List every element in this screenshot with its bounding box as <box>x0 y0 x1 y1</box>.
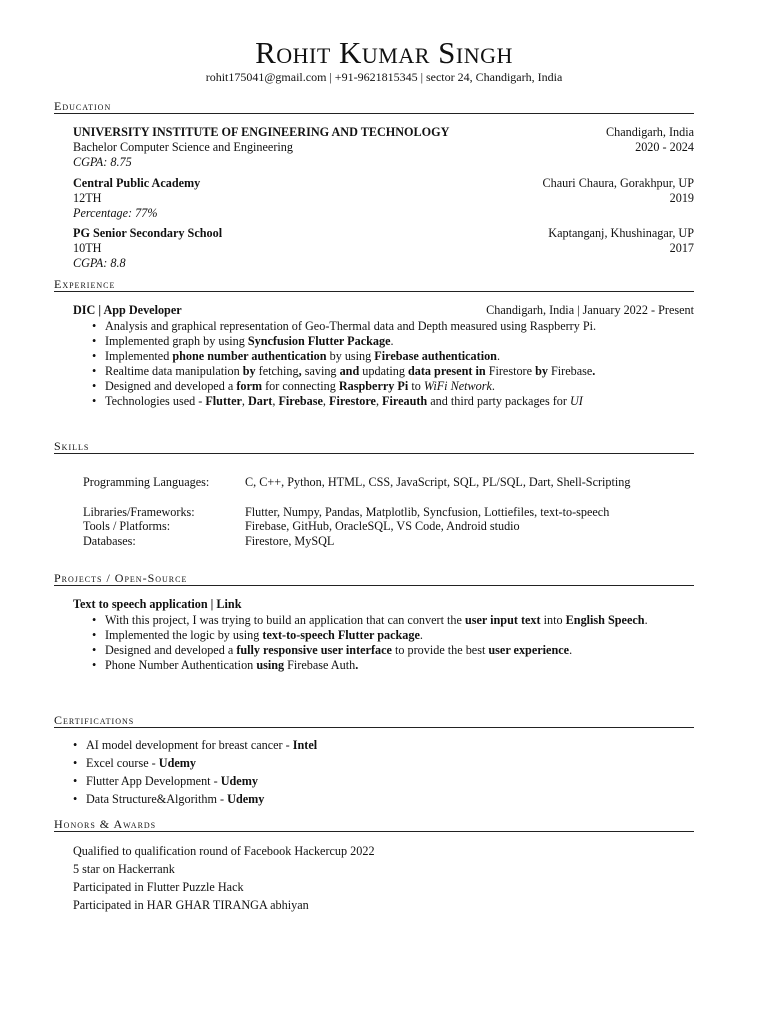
bullet-item <box>92 628 692 643</box>
bullet-text: Designed and developed a <box>105 643 237 657</box>
school-location: Chandigarh, India <box>606 125 694 139</box>
school-location: Chauri Chaura, Gorakhpur, UP <box>542 176 694 190</box>
school-name: PG Senior Secondary School <box>73 226 223 240</box>
section-title-honors: Honors & Awards <box>54 817 157 831</box>
project-bullets <box>92 613 692 673</box>
bullet-text: , <box>272 394 279 408</box>
skill-value: Firebase, GitHub, OracleSQL, VS Code, Android studio <box>245 519 520 533</box>
bullet-text: Implemented <box>105 349 173 363</box>
job-role: DIC | App Developer <box>73 303 182 317</box>
degree: Bachelor Computer Science and Engineering <box>73 140 293 154</box>
bullet-item <box>92 658 692 673</box>
bullet-item <box>92 643 692 658</box>
section-title-skills: Skills <box>54 439 90 453</box>
section-rule <box>54 727 694 728</box>
bullet-item <box>92 613 692 628</box>
score: CGPA: 8.75 <box>73 155 132 169</box>
bullet-item <box>92 334 692 349</box>
bullet-text: and third party packages for <box>427 394 570 408</box>
bullet-item <box>73 738 673 753</box>
dates: 2019 <box>669 191 694 205</box>
bullet-text: to <box>408 379 424 393</box>
dates: 2020 - 2024 <box>635 140 694 154</box>
honor-item: Participated in HAR GHAR TIRANGA abhiyan <box>73 898 309 912</box>
bullet-text: Udemy <box>220 774 258 788</box>
bullet-text: . <box>496 349 501 363</box>
bullet-text: Implemented the logic by using <box>105 628 263 642</box>
bullet-text: Firebase <box>550 364 593 378</box>
bullet-text: English Speech <box>565 613 645 627</box>
bullet-text: With this project, I was trying to build an application that can convert the <box>105 613 465 627</box>
certifications-list <box>73 738 673 810</box>
skill-label: Databases: <box>83 534 136 548</box>
bullet-text: Firestore <box>488 364 533 378</box>
skill-value: Flutter, Numpy, Pandas, Matplotlib, Syncfusion, Lottiefiles, text-to-speech <box>245 505 610 519</box>
skill-label: Libraries/Frameworks: <box>83 505 195 519</box>
bullet-text: . <box>355 658 359 672</box>
bullet-text: Firebase authentication <box>374 349 497 363</box>
bullet-text: user input text <box>464 613 541 627</box>
bullet-text: Flutter App Development - <box>86 774 221 788</box>
bullet-text: Designed and developed a <box>105 379 237 393</box>
section-rule <box>54 831 694 832</box>
bullet-text: Intel <box>292 738 318 752</box>
bullet-text: UI <box>570 394 583 408</box>
bullet-text: Flutter <box>205 394 242 408</box>
bullet-text: WiFi Network <box>423 379 492 393</box>
bullet-text: into <box>540 613 566 627</box>
bullet-text: updating <box>362 364 405 378</box>
degree: 12TH <box>73 191 102 205</box>
bullet-text: form <box>236 379 263 393</box>
bullet-text: Syncfusion Flutter Package <box>247 334 391 348</box>
bullet-text: to provide the best <box>391 643 489 657</box>
bullet-text: Firebase <box>278 394 323 408</box>
bullet-text: Raspberry Pi <box>338 379 409 393</box>
bullet-text: . <box>592 364 596 378</box>
skill-label: Programming Languages: <box>83 475 210 489</box>
bullet-text: Data Structure&Algorithm - <box>86 792 228 806</box>
bullet-text: . <box>491 379 495 393</box>
resume-name: Rohit Kumar Singh <box>255 35 513 70</box>
section-title-projects: Projects / Open-Source <box>54 571 188 585</box>
bullet-text: Phone Number Authentication <box>105 658 254 672</box>
skill-value: C, C++, Python, HTML, CSS, JavaScript, SQL, PL/SQL, Dart, Shell-Scripting <box>245 475 631 489</box>
bullet-text: , <box>241 394 248 408</box>
bullet-text: user experience <box>488 643 570 657</box>
bullet-text: fetching <box>258 364 299 378</box>
bullet-item <box>73 774 673 789</box>
bullet-text: AI model development for breast cancer - <box>86 738 293 752</box>
bullet-text: Technologies used - <box>105 394 206 408</box>
bullet-item <box>92 319 692 334</box>
bullet-text: . <box>390 334 394 348</box>
bullet-text: using <box>253 658 288 672</box>
bullet-text: Implemented graph by using <box>105 334 248 348</box>
section-title-experience: Experience <box>54 277 116 291</box>
bullet-text: for connecting <box>262 379 339 393</box>
section-rule <box>54 453 694 454</box>
bullet-text: Analysis and graphical representation of Geo-Thermal data and Depth measured using Raspberry Pi. <box>105 319 597 333</box>
bullet-text: . <box>419 628 423 642</box>
skill-label: Tools / Platforms: <box>83 519 171 533</box>
bullet-text: by <box>532 364 551 378</box>
section-title-certifications: Certifications <box>54 713 135 727</box>
section-rule <box>54 291 694 292</box>
job-meta: Chandigarh, India | January 2022 - Present <box>486 303 694 317</box>
bullet-text: fully responsive user interface <box>236 643 392 657</box>
honor-item: Participated in Flutter Puzzle Hack <box>73 880 244 894</box>
bullet-item <box>92 394 692 409</box>
school-name: UNIVERSITY INSTITUTE OF ENGINEERING AND TECHNOLOGY <box>73 125 450 139</box>
bullet-text: . <box>569 643 573 657</box>
honor-item: 5 star on Hackerrank <box>73 862 175 876</box>
bullet-text: and <box>336 364 363 378</box>
bullet-text: , <box>375 394 383 408</box>
experience-bullets <box>92 319 692 409</box>
bullet-text: by using <box>326 349 375 363</box>
skill-value: Firestore, MySQL <box>245 534 335 548</box>
bullet-text: phone number authentication <box>172 349 327 363</box>
project-name[interactable]: Text to speech application | Link <box>73 597 242 611</box>
bullet-text: text-to-speech Flutter package <box>262 628 420 642</box>
section-rule <box>54 585 694 586</box>
school-name: Central Public Academy <box>73 176 201 190</box>
bullet-text: by <box>239 364 259 378</box>
bullet-text: Dart <box>247 394 273 408</box>
bullet-text: Firebase Auth <box>287 658 356 672</box>
score: CGPA: 8.8 <box>73 256 126 270</box>
honor-item: Qualified to qualification round of Facebook Hackercup 2022 <box>73 844 375 858</box>
degree: 10TH <box>73 241 102 255</box>
bullet-text: Udemy <box>158 756 197 770</box>
bullet-item <box>92 349 692 364</box>
bullet-text: Excel course - <box>86 756 159 770</box>
school-location: Kaptanganj, Khushinagar, UP <box>548 226 694 240</box>
bullet-text: Realtime data manipulation <box>105 364 240 378</box>
bullet-item <box>73 792 673 807</box>
section-rule <box>54 113 694 114</box>
bullet-text: , <box>298 364 305 378</box>
bullet-text: saving <box>304 364 337 378</box>
contact-line: rohit175041@gmail.com | +91-9621815345 | sector 24, Chandigarh, India <box>205 70 563 84</box>
bullet-text: Firestore <box>329 394 376 408</box>
bullet-item <box>92 379 692 394</box>
section-title-education: Education <box>54 99 112 113</box>
bullet-text: data present in <box>404 364 489 378</box>
bullet-text: . <box>644 613 648 627</box>
score: Percentage: 77% <box>73 206 158 220</box>
bullet-item <box>92 364 692 379</box>
dates: 2017 <box>669 241 694 255</box>
bullet-text: Udemy <box>227 792 265 806</box>
bullet-text: Fireauth <box>382 394 428 408</box>
bullet-text: , <box>322 394 330 408</box>
bullet-item <box>73 756 673 771</box>
